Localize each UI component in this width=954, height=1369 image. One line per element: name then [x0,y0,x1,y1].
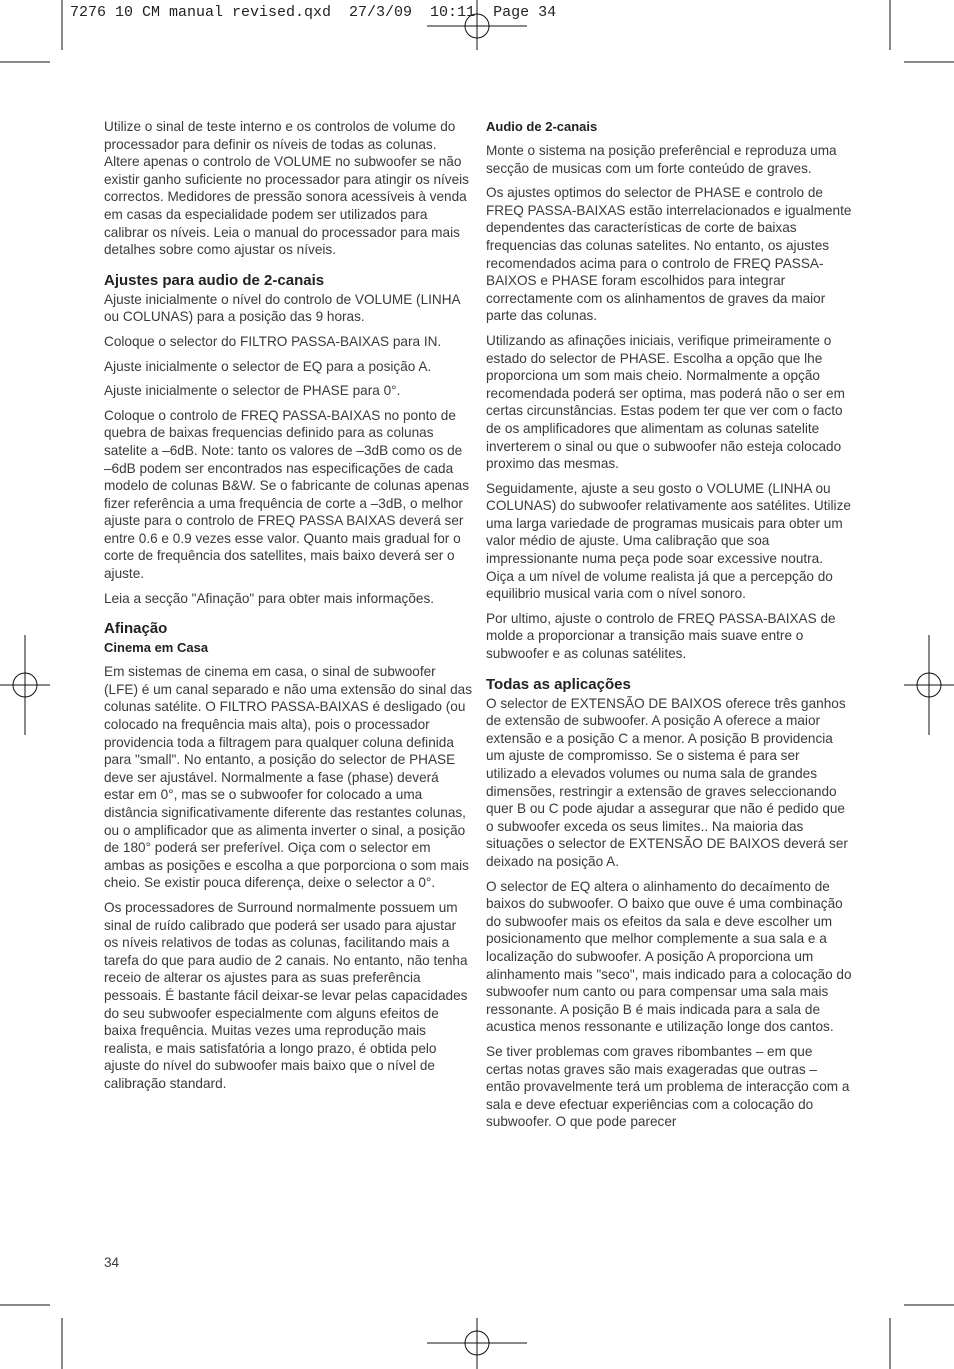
paragraph: Coloque o controlo de FREQ PASSA-BAIXAS no ponto de quebra de baixas frequencias definido para as colunas satelite a –6dB. Note: tanto os valores de –3dB como os de –6dB podem ser encontrados nas especificações de cada modelo de colunas B&W. Se o fabricante de colunas apenas fizer referência a uma frequência de corte a –3dB, o melhor ajuste para o controlo de FREQ PASSA BAIXAS deverá ser entre 0.6 e 0.9 vezes esse valor. Quanto mais gradual for o corte de frequência dos satellites, mais baixo deverá ser o ajuste. [104,407,469,582]
section-title-all-applications: Todas as aplicações [486,675,631,693]
paragraph: Coloque o selector do FILTRO PASSA-BAIXAS para IN. [104,333,442,349]
paragraph: Em sistemas de cinema em casa, o sinal de subwoofer (LFE) é um canal separado e não uma extensão do sinal das colunas satélite. O FILTRO PASSA-BAIXAS é desligado (ou colocado na frequência mais alta), pois o processador providencia toda a filtragem para qualquer coluna definida para "small". No entanto, a posição do selector de PHASE deve ser ajustável. Normalmente a fase (phase) deverá estar em 0°, mas se o subwoofer for colocado a uma distância significativamente diferente das restantes colunas, ou o amplificador que as alimenta inverter o sinal, a posição de 180° poderá ser preferível. Oiça com o selector em ambas as posições e escolha a que porporciona o som mais cheio. Se existir pouca diferença, deixe o selector a 0°. [104,664,473,891]
page-number: 34 [104,1255,120,1270]
subsection-title-home-cinema: Cinema em Casa [104,640,209,656]
paragraph: Se tiver problemas com graves ribombantes – em que certas notas graves são mais exageradas que outras – então provavelmente terá um problema de interacção com a sala e deve efectuar experiências com a colocação do subwoofer. O que pode parecer [486,1043,850,1130]
intro-paragraph: Utilize o sinal de teste interno e os controlos de volume do processador para definir os níveis de todas as colunas. Altere apenas o controlo de VOLUME no subwoofer se não existir ganho suficiente no processador para atingir os níveis correctos. Medidores de pressão sonora acessíveis à venda em casas da especialidade podem ser utilizados para calibrar os níveis. Leia o manual do processador para mais detalhes sobre como ajustar os níveis. [104,119,469,258]
paragraph: Ajuste inicialmente o selector de PHASE para 0°. [104,383,401,399]
paragraph: Por ultimo, ajuste o controlo de FREQ PASSA-BAIXAS de molde a proporcionar a transição mais suave entre o subwoofer e as colunas satélites. [486,610,836,662]
section-title-tuning: Afinação [104,620,168,638]
right-column [486,118,852,1138]
print-slug: 7276 10 CM manual revised.qxd 27/3/09 10:11 Page 34 [70,4,557,21]
paragraph: Os processadores de Surround normalmente possuem um sinal de ruído calibrado que poderá ser usado para ajustar os níveis relativos de todas as colunas, facilitando mais a tarefa do que para audio de 2 canais. No entanto, não tenha receio de alterar os ajustes para as suas preferência pessoais. É bastante fácil deixar-se levar pelas capacidades do seu subwoofer especialmente com alguns efeitos de baixa frequência. Muitas vezes uma reprodução mais realista, e mais satisfatória a longo prazo, é obtida pelo ajuste do nível do subwoofer mais baixo que o nível de calibração standard. [104,899,468,1091]
paragraph: Leia a secção "Afinação" para obter mais informações. [104,590,435,606]
paragraph: Ajuste inicialmente o selector de EQ para a posição A. [104,358,432,374]
paragraph: Monte o sistema na posição preferêncial e reproduza uma secção de musicas com um forte conteúdo de graves. [486,143,837,176]
paragraph: Os ajustes optimos do selector de PHASE e controlo de FREQ PASSA-BAIXAS estão interrelacionados e igualmente dependentes das características de corte de baixas frequencias das colunas satelites. No entanto, os ajustes recomendados acima para o controlo de FREQ PASSA-BAIXOS e PHASE foram escolhidos para integrar correctamente com os alinhamentos de graves da maior parte das colunas. [486,185,852,324]
subsection-title-2ch-audio: Audio de 2-canais [486,119,598,134]
paragraph: Utilizando as afinações iniciais, verifique primeiramente o estado do selector de PHASE. Escolha a opção que lhe proporciona um som mais cheio. Normalmente a opção recomendada poderá ser optima, mas poderá não o ser em certas circunstâncias. Estas podem ter que ver com o facto de os amplificadores que alimentam as colunas satelite inverterem o sinal ou que o subwoofer não esteja colocado proximo das mesmas. [486,332,845,472]
left-column [104,118,472,1100]
paragraph: O selector de EQ altera o alinhamento do decaímento de baixos do subwoofer. O baixo que ouve é uma combinação do subwoofer mais os efeitos da sala e deve escolher um posicionamento que melhor complemente a sua sala e a localização do subwoofer. A posição A proporciona um alinhamento mais "seco", mais indicado para a colocação do subwoofer num canto ou para compensar uma sala mais ressonante. A posição B é mais indicada para a sala de acustica menos ressonante e utilização longe dos cantos. [486,878,852,1035]
paragraph: Ajuste inicialmente o nível do controlo de VOLUME (LINHA ou COLUNAS) para a posição das 9 horas. [104,291,460,325]
section-title-2ch-settings: Ajustes para audio de 2-canais [104,271,325,289]
paragraph: Seguidamente, ajuste a seu gosto o VOLUME (LINHA ou COLUNAS) do subwoofer relativamente aos satélites. Utilize uma larga variedade de programas musicais para obter um valor médio de ajuste. Uma calibração que soa impressionante numa peça pode soar excessive noutra. Oiça a um nível de volume realista já que a percepção do equilibrio musical varia com o nível sonoro. [486,480,851,602]
paragraph: O selector de EXTENSÃO DE BAIXOS oferece três ganhos de extensão de subwoofer. A posição A oferece a maior extensão e a posição C a menor. A posição B providencia um ajuste de compromisso. Se o sistema é para ser utilizado a elevados volumes ou numa sala de grandes dimensões, restringir a extensão de graves seleccionando quer B ou C pode ajudar a assegurar que não é pedido que o subwoofer exceda os seus limites.. Na maioria das situações o selector de EXTENSÃO DE BAIXOS deverá ser deixado na posição A. [486,695,848,869]
